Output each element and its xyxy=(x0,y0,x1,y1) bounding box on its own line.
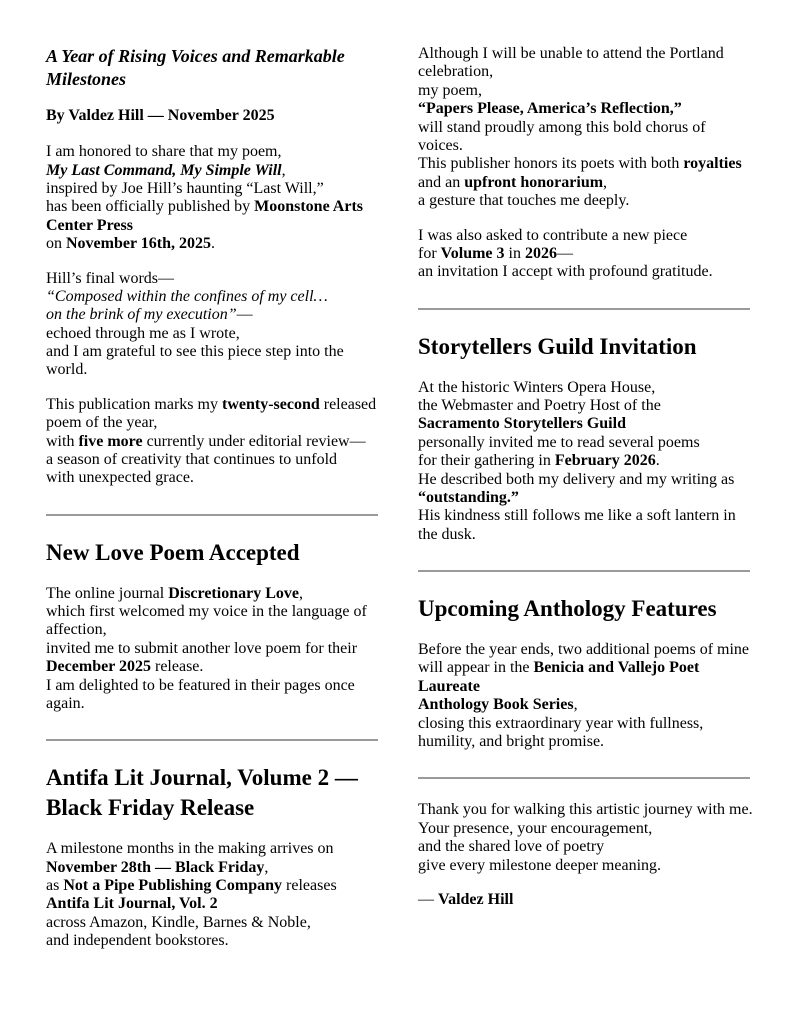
paragraph-poem-count xyxy=(46,396,378,488)
text-run: give every milestone deeper meaning. xyxy=(418,856,662,874)
text-line xyxy=(418,63,750,81)
text-run: A milestone months in the making arrives on xyxy=(46,840,334,858)
text-run: I am honored to share that my poem, xyxy=(46,143,282,161)
paragraph-hill-quote xyxy=(46,270,378,380)
text-line xyxy=(418,801,753,819)
text-line xyxy=(46,68,378,91)
text-line xyxy=(46,932,378,950)
text-run: Antifa Lit Journal, Vol. 2 xyxy=(46,895,218,913)
text-line xyxy=(46,361,378,379)
text-run: released xyxy=(319,395,377,413)
text-run: royalties xyxy=(683,155,742,173)
text-line xyxy=(418,415,750,433)
text-line xyxy=(418,227,750,245)
text-run: Although I will be unable to attend the Portland xyxy=(418,45,724,62)
text-line xyxy=(46,217,378,235)
text-line xyxy=(46,270,378,288)
text-run: My Last Command, My Simple Will xyxy=(46,161,282,179)
text-run: Storytellers Guild Invitation xyxy=(418,333,697,359)
text-line xyxy=(46,396,378,414)
text-line xyxy=(418,507,750,525)
text-run: Not a Pipe Publishing Company xyxy=(63,877,283,894)
text-run: Before the year ends, two additional poems of mine xyxy=(418,640,750,658)
text-run: my poem, xyxy=(418,81,482,99)
text-line xyxy=(418,526,750,544)
text-run: which first welcomed my voice in the language of xyxy=(46,603,367,621)
text-line xyxy=(46,658,378,676)
text-line xyxy=(418,820,750,838)
text-line xyxy=(46,235,378,253)
text-run: Anthology Book Series xyxy=(418,696,574,714)
text-line xyxy=(46,695,378,713)
text-line xyxy=(46,763,378,793)
text-line xyxy=(418,715,750,733)
text-run: echoed through me as I wrote, xyxy=(46,324,240,342)
text-line xyxy=(46,433,378,451)
text-run: for xyxy=(418,244,441,262)
paragraph-portland xyxy=(418,45,750,211)
paragraph-black-friday xyxy=(46,840,378,950)
text-run: Milestones xyxy=(46,69,127,90)
text-run: will stand proudly among this bold chorus of xyxy=(418,118,706,136)
text-run: Discretionary Love xyxy=(168,584,299,602)
text-line xyxy=(46,306,378,324)
text-line xyxy=(46,585,378,603)
text-run: . xyxy=(211,235,216,253)
section-divider xyxy=(46,514,378,516)
text-run: again. xyxy=(46,695,85,713)
text-line xyxy=(46,914,378,932)
text-run: I was also asked to contribute a new piece xyxy=(418,226,688,244)
text-run: on xyxy=(46,235,66,253)
text-run: and an xyxy=(418,173,465,191)
text-run: Moonstone Arts xyxy=(254,198,363,216)
text-line xyxy=(418,100,750,118)
paragraph-thank-you xyxy=(418,801,753,875)
text-line xyxy=(418,641,750,659)
text-line xyxy=(418,119,750,137)
text-line xyxy=(46,288,378,306)
text-line xyxy=(418,192,750,210)
paragraph-storytellers-guild xyxy=(418,379,750,545)
text-line xyxy=(418,594,750,624)
text-run: an invitation I accept with profound gratitude. xyxy=(418,263,713,281)
text-line xyxy=(46,640,378,658)
text-run: twenty-second xyxy=(221,395,320,413)
text-line xyxy=(418,45,750,63)
text-line xyxy=(46,343,378,361)
text-run: across Amazon, Kindle, Barnes & Noble, xyxy=(46,913,311,931)
text-line xyxy=(46,162,378,180)
text-run: closing this extraordinary year with fullness, xyxy=(418,714,704,732)
text-run: Laureate xyxy=(418,677,480,695)
text-run: a season of creativity that continues to unfold xyxy=(46,451,338,469)
right-column xyxy=(418,45,753,1024)
text-line xyxy=(418,452,750,470)
text-run: November 28th — Black Friday xyxy=(46,858,265,876)
text-run: Valdez Hill xyxy=(438,890,514,908)
text-line xyxy=(46,621,378,639)
text-line xyxy=(46,107,378,125)
text-run: Your presence, your encouragement, xyxy=(418,819,653,837)
text-run: Black Friday Release xyxy=(46,795,255,821)
text-run: affection, xyxy=(46,621,107,639)
section-divider xyxy=(46,739,378,741)
text-line xyxy=(418,434,750,452)
text-run: February 2026 xyxy=(554,452,656,470)
text-line xyxy=(418,397,750,415)
text-run: and independent bookstores. xyxy=(46,932,229,950)
text-run: , xyxy=(603,173,608,191)
text-line xyxy=(46,895,378,913)
text-run: A Year of Rising Voices and Remarkable xyxy=(46,46,345,66)
text-run: The online journal xyxy=(46,584,169,602)
text-run: Antifa Lit Journal, Volume 2 — xyxy=(46,765,358,791)
left-column xyxy=(46,45,378,1024)
text-run: Volume 3 xyxy=(440,244,505,262)
text-run: , xyxy=(264,858,269,876)
text-line xyxy=(418,891,750,909)
text-line xyxy=(418,245,750,263)
section-heading-upcoming-anthology xyxy=(418,594,750,624)
text-run: Upcoming Anthology Features xyxy=(418,596,717,622)
text-line xyxy=(418,155,750,173)
text-run: Thank you for walking this artistic journey with me. xyxy=(418,801,753,819)
text-line xyxy=(46,143,378,161)
text-run: personally invited me to read several poems xyxy=(418,433,700,451)
text-run: 2026 xyxy=(524,244,557,262)
text-run: Center Press xyxy=(46,216,133,234)
paragraph-volume-3 xyxy=(418,227,750,282)
text-run: with xyxy=(46,432,79,450)
text-run: releases xyxy=(282,877,337,894)
text-run: a gesture that touches me deeply. xyxy=(418,192,630,210)
text-run: the dusk. xyxy=(418,525,476,543)
text-line xyxy=(46,469,378,487)
text-run: currently under editorial review— xyxy=(142,432,366,450)
text-run: — xyxy=(556,244,573,262)
text-run: He described both my delivery and my writing as xyxy=(418,470,735,488)
section-heading-storytellers-guild xyxy=(418,332,750,362)
section-divider xyxy=(418,308,750,310)
text-line xyxy=(418,838,750,856)
text-run: upfront honorarium xyxy=(464,173,604,191)
text-line xyxy=(46,859,378,877)
text-line xyxy=(418,659,750,677)
text-run: world. xyxy=(46,361,88,379)
text-run: celebration, xyxy=(418,63,494,81)
text-run: , xyxy=(281,161,286,179)
section-heading-new-love-poem xyxy=(46,538,378,568)
text-run: with unexpected grace. xyxy=(46,469,194,487)
text-run: poem of the year, xyxy=(46,414,158,432)
text-run: will appear in the xyxy=(418,659,534,677)
text-line xyxy=(418,332,750,362)
text-run: and I am grateful to see this piece step into the xyxy=(46,343,344,361)
text-run: By Valdez Hill — November 2025 xyxy=(46,106,275,124)
text-run: November 16th, 2025 xyxy=(66,235,212,253)
text-run: and the shared love of poetry xyxy=(418,838,605,856)
text-line xyxy=(46,451,378,469)
text-run: “Composed within the confines of my cell… xyxy=(46,287,328,305)
paragraph-anthology xyxy=(418,641,750,751)
text-run: This publication marks my xyxy=(46,395,222,413)
text-line xyxy=(46,877,378,895)
text-run: on the brink of my execution” xyxy=(46,306,237,324)
text-run: invited me to submit another love poem for their xyxy=(46,639,358,657)
text-run: voices. xyxy=(418,136,463,154)
text-run: At the historic Winters Opera House, xyxy=(418,378,656,396)
paragraph-publication-news xyxy=(46,143,378,253)
text-run: in xyxy=(504,244,525,262)
text-line xyxy=(46,840,378,858)
text-run: for their gathering in xyxy=(418,452,555,470)
text-line xyxy=(418,733,750,751)
text-run: the Webmaster and Poetry Host of the xyxy=(418,396,661,414)
text-run: . xyxy=(655,452,660,470)
text-run: December 2025 xyxy=(46,658,151,676)
paragraph-discretionary-love xyxy=(46,585,378,714)
text-line xyxy=(418,678,750,696)
text-run: His kindness still follows me like a soft lantern in xyxy=(418,507,736,525)
text-line xyxy=(46,325,378,343)
text-line xyxy=(46,603,378,621)
section-divider xyxy=(418,570,750,572)
text-line xyxy=(46,180,378,198)
text-run: Sacramento Storytellers Guild xyxy=(418,415,626,433)
text-line xyxy=(418,82,750,100)
text-line xyxy=(418,696,750,714)
text-run: release. xyxy=(151,658,204,676)
text-line xyxy=(418,857,750,875)
text-line xyxy=(418,263,750,281)
text-run: Benicia and Vallejo Poet xyxy=(533,659,700,677)
text-line xyxy=(418,137,750,155)
text-line xyxy=(418,471,750,489)
text-line xyxy=(46,414,378,432)
signature xyxy=(418,891,750,909)
text-run: five more xyxy=(78,432,143,450)
text-run: as xyxy=(46,877,64,894)
article-title xyxy=(46,45,378,92)
text-line xyxy=(418,379,750,397)
text-line xyxy=(418,489,750,507)
text-run: Hill’s final words— xyxy=(46,269,174,287)
article-byline xyxy=(46,107,378,125)
text-line xyxy=(46,538,378,568)
text-run: I am delighted to be featured in their pages once xyxy=(46,676,355,694)
text-run: , xyxy=(298,584,303,602)
text-run: — xyxy=(418,890,438,908)
text-line xyxy=(46,677,378,695)
text-run: New Love Poem Accepted xyxy=(46,539,300,565)
text-line xyxy=(46,45,378,68)
text-run: inspired by Joe Hill’s haunting “Last Will,” xyxy=(46,179,324,197)
text-line xyxy=(46,793,378,823)
text-run: “outstanding.” xyxy=(418,488,519,506)
text-line xyxy=(46,198,378,216)
text-run: — xyxy=(236,306,253,324)
text-line xyxy=(418,174,750,192)
text-run: humility, and bright promise. xyxy=(418,732,605,750)
text-run: has been officially published by xyxy=(46,198,255,216)
text-run: “Papers Please, America’s Reflection,” xyxy=(418,100,682,118)
text-run: , xyxy=(573,696,578,714)
section-divider xyxy=(418,777,750,779)
text-run: This publisher honors its poets with both xyxy=(418,155,684,173)
section-heading-antifa-lit-journal xyxy=(46,763,378,823)
